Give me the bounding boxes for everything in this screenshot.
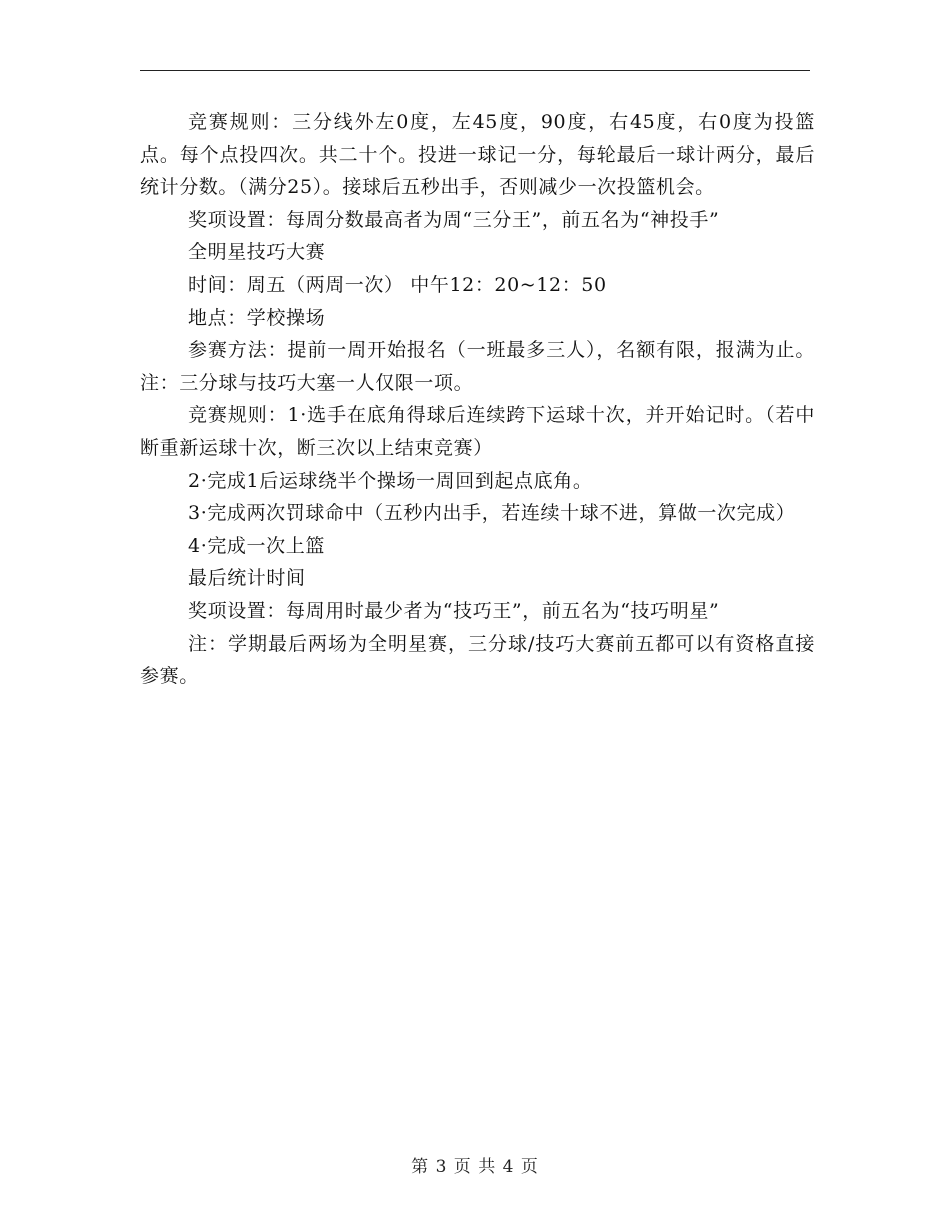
header-rule xyxy=(140,70,810,71)
paragraph-skills-awards: 奖项设置：每周用时最少者为“技巧王”，前五名为“技巧明星” xyxy=(188,599,720,622)
paragraph-3pt-rules: 竞赛规则：三分线外左0度，左45度，90度，右45度，右0度为投篮点。每个点投四次。共二十个。投进一球记一分，每轮最后一球计两分，最后统计分数。（满分25）。接球后五秒出手，否则减少一次投篮机会。 xyxy=(140,111,815,199)
document-body xyxy=(140,106,815,693)
paragraph-registration: 参赛方法：提前一周开始报名（一班最多三人），名额有限，报满为止。注：三分球与技巧大塞一人仅限一项。 xyxy=(140,339,815,394)
paragraph-skills-rule-3: 3·完成两次罚球命中（五秒内出手，若连续十球不进，算做一次完成） xyxy=(188,502,796,525)
paragraph-final-timing: 最后统计时间 xyxy=(188,567,306,590)
page-number: 第 3 页 共 4 页 xyxy=(411,1157,539,1177)
section-heading-skills-contest: 全明星技巧大赛 xyxy=(188,241,326,264)
paragraph-skills-rule-1: 竞赛规则：1·选手在底角得球后连续跨下运球十次，并开始记时。（若中断重新运球十次，断三次以上结束竞赛） xyxy=(140,404,815,459)
paragraph-skills-rule-2: 2·完成1后运球绕半个操场一周回到起点底角。 xyxy=(188,469,593,492)
paragraph-time: 时间：周五（两周一次） 中午12：20~12：50 xyxy=(188,273,607,296)
paragraph-3pt-awards: 奖项设置：每周分数最高者为周“三分王”，前五名为“神投手” xyxy=(188,208,720,231)
paragraph-location: 地点：学校操场 xyxy=(188,306,326,329)
paragraph-note: 注：学期最后两场为全明星赛，三分球/技巧大赛前五都可以有资格直接参赛。 xyxy=(140,632,815,688)
paragraph-skills-rule-4: 4·完成一次上篮 xyxy=(188,534,325,557)
